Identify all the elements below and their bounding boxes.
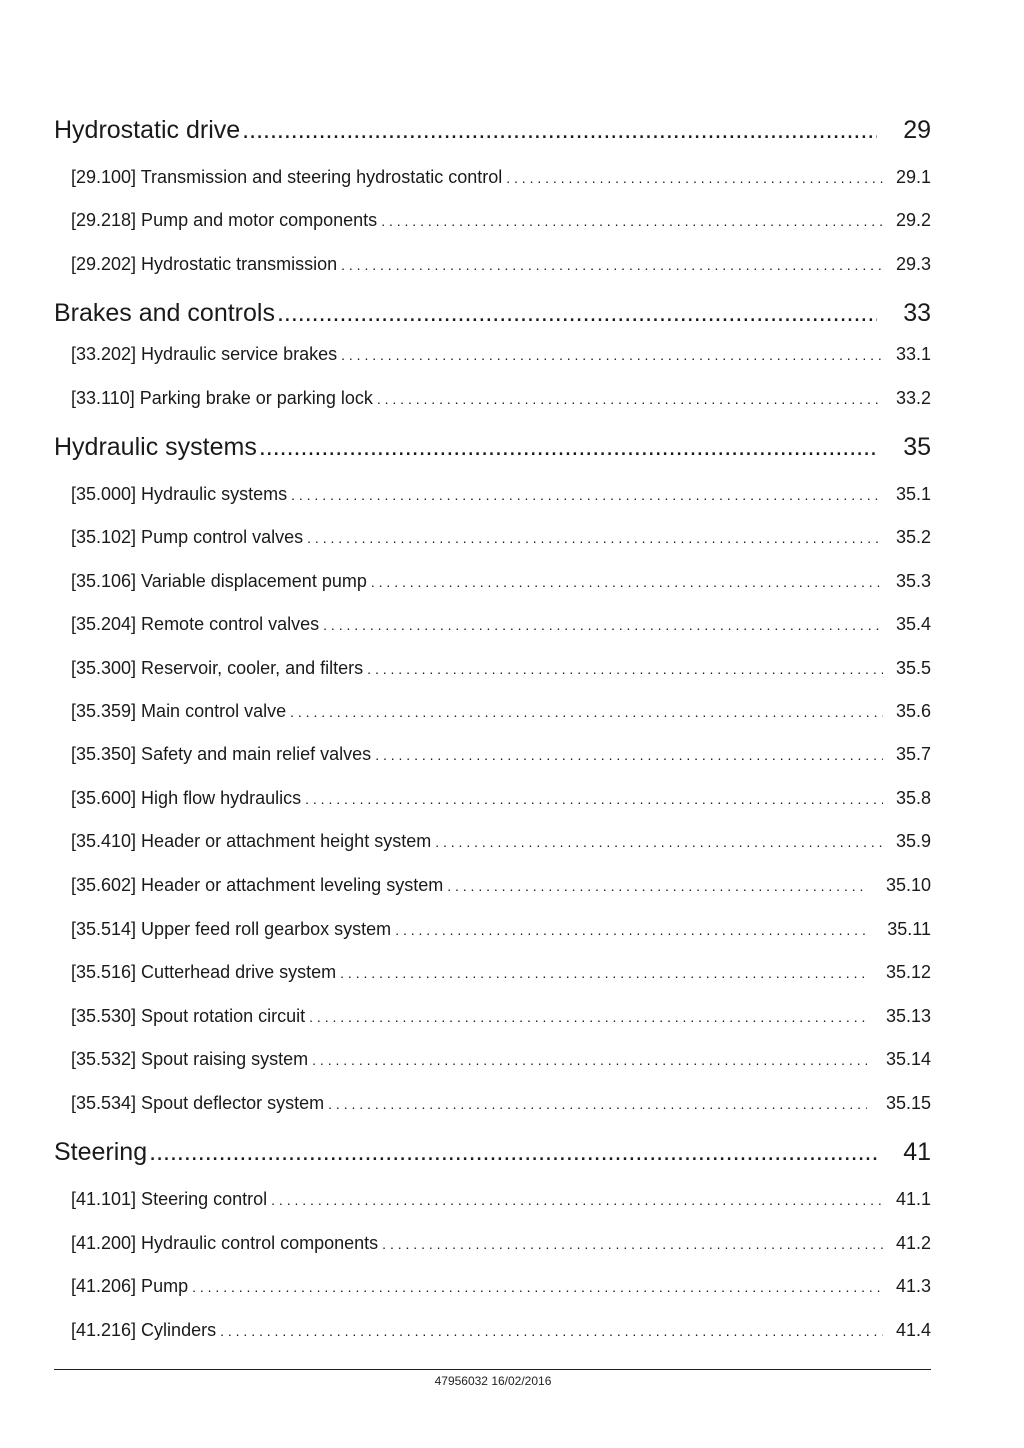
dot-leader [382,1232,883,1255]
toc-entry-title: [35.532] Spout raising system [71,1049,309,1069]
toc-entry-page: 35.14 [885,1049,931,1069]
toc-entry-title: [35.350] Safety and main relief valves [71,744,372,764]
toc-entry-page: 35.13 [885,1006,931,1026]
toc-entry[interactable] [71,1005,931,1028]
toc-entry-page: 35.9 [895,831,931,851]
toc-entry[interactable] [71,787,931,810]
toc-entry[interactable] [71,1092,931,1115]
toc-section-page: 35 [903,433,931,461]
toc-entry-title: [41.206] Pump [71,1276,189,1296]
toc-entry-page: 29.1 [895,167,931,187]
toc-entry-page: 35.12 [885,962,931,982]
toc-entry[interactable] [71,1319,931,1342]
toc-entry[interactable] [71,343,931,366]
dot-leader [340,961,867,984]
toc-entry-page: 29.3 [895,254,931,274]
toc-entry[interactable] [71,874,931,897]
toc-entry-title: [35.410] Header or attachment height system [71,831,432,851]
toc-entry-title: [35.514] Upper feed roll gearbox system [71,919,392,939]
footer-doc-id-date: 47956032 16/02/2016 [434,1374,552,1388]
toc-entry[interactable] [71,743,931,766]
toc-entry-page: 35.7 [895,744,931,764]
toc-section-page: 41 [903,1138,931,1166]
toc-entry-title: [35.534] Spout deflector system [71,1093,325,1113]
toc-entry-title: [41.216] Cylinders [71,1320,217,1340]
dot-leader [242,115,877,145]
toc-entry-page: 35.10 [885,875,931,895]
toc-section-title: Hydraulic systems [54,433,257,461]
toc-entry-page: 33.2 [895,388,931,408]
toc-entry-title: [41.200] Hydraulic control components [71,1233,379,1253]
toc-section-brakes-and-controls[interactable] [54,298,931,328]
toc-entry[interactable] [71,961,931,984]
toc-entry-page: 35.4 [895,614,931,634]
dot-leader [328,1092,867,1115]
dot-leader [271,1188,883,1211]
toc-entry-page: 33.1 [895,344,931,364]
toc-entry-title: [35.600] High flow hydraulics [71,788,302,808]
toc-entry-page: 35.6 [895,701,931,721]
dot-leader [377,387,883,410]
toc-entry-title: [35.106] Variable displacement pump [71,571,367,591]
dot-leader [447,874,867,897]
toc-section-hydraulic-systems[interactable] [54,432,931,462]
toc-section-steering[interactable] [54,1137,931,1167]
toc-entry[interactable] [71,209,931,232]
toc-entry-page: 41.1 [895,1189,931,1209]
toc-entry-page: 35.15 [885,1093,931,1113]
dot-leader [192,1275,883,1298]
dot-leader [395,918,867,941]
toc-entry[interactable] [71,526,931,549]
toc-entry[interactable] [71,613,931,636]
toc-section-title: Hydrostatic drive [54,116,241,144]
toc-entry-title: [29.100] Transmission and steering hydrostatic control [71,167,503,187]
toc-entry[interactable] [71,166,931,189]
toc-entry[interactable] [71,253,931,276]
toc-entry[interactable] [71,1232,931,1255]
toc-entry-page: 35.2 [895,527,931,547]
dot-leader [290,700,883,723]
toc-section-title: Steering [54,1138,148,1166]
dot-leader [341,253,883,276]
dot-leader [220,1319,883,1342]
toc-entry-title: [33.110] Parking brake or parking lock [71,388,373,408]
toc-entry-page: 41.2 [895,1233,931,1253]
toc-entry-title: [33.202] Hydraulic service brakes [71,344,338,364]
toc-entry[interactable] [71,657,931,680]
dot-leader [381,209,883,232]
dot-leader [341,343,883,366]
dot-leader [277,298,877,328]
toc-entry[interactable] [71,1275,931,1298]
toc-entry[interactable] [71,700,931,723]
dot-leader [291,483,883,506]
toc-section-page: 33 [903,299,931,327]
toc-entry[interactable] [71,387,931,410]
toc-entry-title: [35.300] Reservoir, cooler, and filters [71,658,364,678]
toc-entry-title: [35.516] Cutterhead drive system [71,962,337,982]
toc-entry-page: 35.1 [895,484,931,504]
toc-entry[interactable] [71,483,931,506]
dot-leader [375,743,883,766]
toc-section-title: Brakes and controls [54,299,275,327]
toc-entry-page: 29.2 [895,210,931,230]
toc-entry[interactable] [71,830,931,853]
toc-entry-page: 35.8 [895,788,931,808]
toc-entry-title: [35.204] Remote control valves [71,614,320,634]
dot-leader [435,830,883,853]
toc-entry-page: 35.5 [895,658,931,678]
toc-entry-page: 41.3 [895,1276,931,1296]
dot-leader [309,1005,867,1028]
dot-leader [149,1137,877,1167]
toc-entry[interactable] [71,1188,931,1211]
toc-entry[interactable] [71,570,931,593]
toc-entry[interactable] [71,1048,931,1071]
toc-entry-title: [35.359] Main control valve [71,701,287,721]
dot-leader [371,570,883,593]
toc-entry-page: 35.11 [887,919,931,939]
toc-section-hydrostatic-drive[interactable] [54,115,931,145]
dot-leader [307,526,883,549]
dot-leader [506,166,883,189]
dot-leader [367,657,883,680]
toc-entry-title: [35.102] Pump control valves [71,527,304,547]
toc-section-page: 29 [903,116,931,144]
toc-entry-page: 35.3 [895,571,931,591]
footer-divider [54,1369,931,1370]
toc-entry-page: 41.4 [895,1320,931,1340]
toc-entry-title: [35.530] Spout rotation circuit [71,1006,306,1026]
dot-leader [312,1048,867,1071]
dot-leader [323,613,883,636]
dot-leader [305,787,883,810]
toc-entry-title: [29.218] Pump and motor components [71,210,378,230]
toc-entry-title: [41.101] Steering control [71,1189,268,1209]
toc-entry-title: [35.602] Header or attachment leveling system [71,875,444,895]
toc-entry-title: [29.202] Hydrostatic transmission [71,254,338,274]
toc-entry[interactable] [71,918,931,941]
dot-leader [259,432,877,462]
toc-entry-title: [35.000] Hydraulic systems [71,484,288,504]
